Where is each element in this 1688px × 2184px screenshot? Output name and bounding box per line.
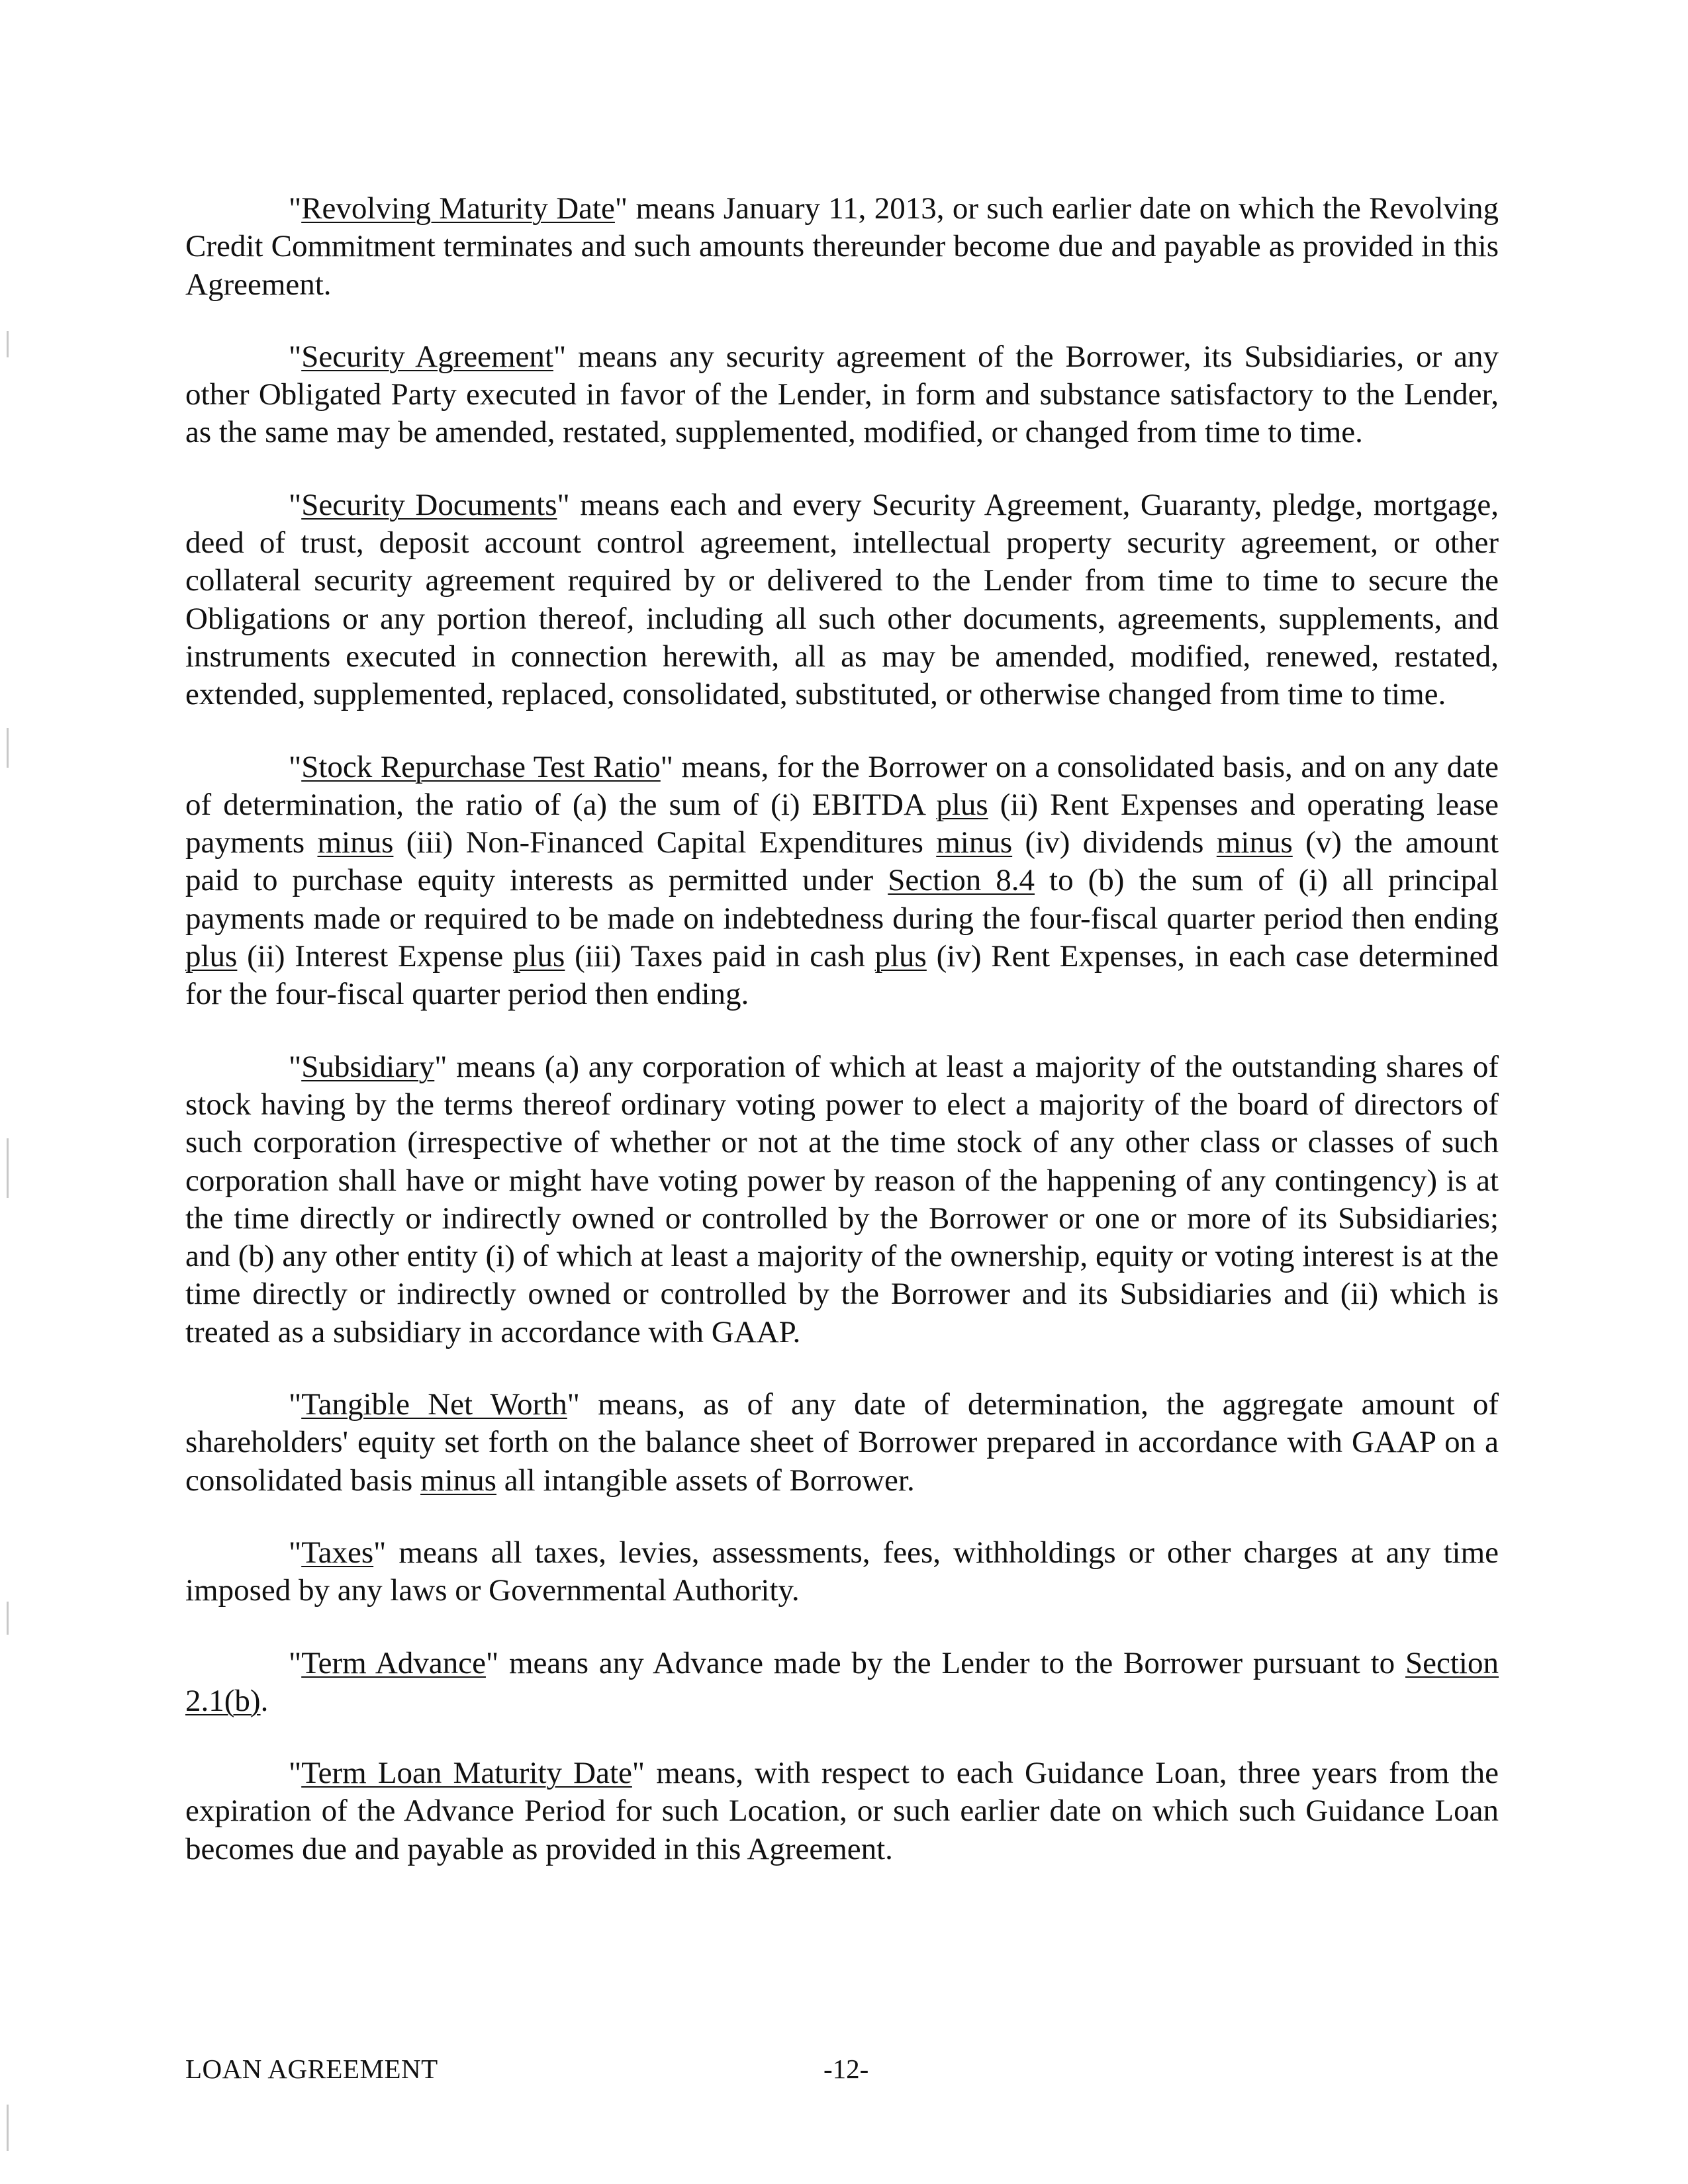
paragraph-text: " means any security agreement of the Borrower, its Subsidiaries, or any other Obligated Party executed in favor of the Lender, in form and substance satisfactory to the Lender, as the same may be amended, restated, supplemented, modified, or changed from time to time. xyxy=(185,339,1499,450)
defined-term: Security Documents xyxy=(301,487,557,522)
paragraph-text: " xyxy=(289,1535,302,1570)
paragraph-text: " xyxy=(289,1645,302,1680)
paragraph-text: " xyxy=(289,191,302,226)
paragraph-text: (iv) dividends xyxy=(1012,825,1217,860)
paragraph-text: all intangible assets of Borrower. xyxy=(496,1463,915,1498)
defined-term: Subsidiary xyxy=(301,1049,435,1084)
paragraph-text: (iv) Rent Expenses, in each case determined for the four-fiscal quarter period then ending. xyxy=(185,939,1499,1012)
underlined-reference: Section 8.4 xyxy=(888,863,1035,898)
underlined-reference: Section 2.1(b) xyxy=(185,1645,1499,1718)
defined-term: Security Agreement xyxy=(301,339,553,374)
underlined-reference: minus xyxy=(317,825,394,860)
scan-margin-mark xyxy=(7,728,9,768)
paragraph-text: " means, with respect to each Guidance Loan, three years from the expiration of the Advance Period for such Location, or such earlier date on which such Guidance Loan becomes due and payable as provided in this Agreement. xyxy=(185,1756,1499,1866)
defined-term: Term Advance xyxy=(301,1645,486,1680)
paragraph-text: (ii) Interest Expense xyxy=(237,939,513,974)
scan-margin-mark xyxy=(7,331,9,357)
underlined-reference: plus xyxy=(874,939,927,974)
paragraph-text: " means, as of any date of determination, the aggregate amount of shareholders' equity set forth on the balance sheet of Borrower prepared in accordance with GAAP on a consolidated basis xyxy=(185,1387,1499,1498)
definition-paragraph xyxy=(185,338,1499,452)
paragraph-text: " means (a) any corporation of which at least a majority of the outstanding shares of stock having by the terms thereof ordinary voting power to elect a majority of the board of directors of such corporation (irrespective of whether or not at the time stock of any other class or classes of such corporation shall have or might have voting power by reason of the happening of any contingency) is at the time directly or indirectly owned or controlled by the Borrower or one or more of its Subsidiaries; and (b) any other entity (i) of which at least a majority of the ownership, equity or voting interest is at the time directly or indirectly owned or controlled by the Borrower and its Subsidiaries and (ii) which is treated as a subsidiary in accordance with GAAP. xyxy=(185,1049,1499,1349)
paragraph-text: (iii) Non-Financed Capital Expenditures xyxy=(393,825,937,860)
definition-paragraph xyxy=(185,1048,1499,1351)
underlined-reference: plus xyxy=(936,787,988,822)
paragraph-text: " means each and every Security Agreement, Guaranty, pledge, mortgage, deed of trust, deposit account control agreement, intellectual property security agreement, or other collateral security agreement required by or delivered to the Lender from time to time to secure the Obligations or any portion thereof, including all such other documents, agreements, supplements, and instruments executed in connection herewith, all as may be amended, modified, renewed, restated, extended, supplemented, replaced, consolidated, substituted, or otherwise changed from time to time. xyxy=(185,487,1499,712)
underlined-reference: plus xyxy=(512,939,565,974)
paragraph-text: " xyxy=(289,487,302,522)
definition-paragraph xyxy=(185,1645,1499,1721)
underlined-reference: minus xyxy=(420,1463,496,1498)
defined-term: Taxes xyxy=(301,1535,374,1570)
underlined-reference: minus xyxy=(936,825,1013,860)
footer-page-number: -12- xyxy=(823,2054,869,2084)
defined-term: Tangible Net Worth xyxy=(301,1387,567,1422)
paragraph-text: " xyxy=(289,749,302,784)
definition-paragraph xyxy=(185,190,1499,304)
paragraph-text: (ii) Rent Expenses and operating lease payments xyxy=(185,787,1499,860)
paragraph-text: " means all taxes, levies, assessments, fees, withholdings or other charges at any time imposed by any laws or Governmental Authority. xyxy=(185,1535,1499,1608)
paragraph-text: (v) the amount paid to purchase equity interests as permitted under xyxy=(185,825,1499,898)
paragraph-text: " xyxy=(289,1049,302,1084)
underlined-reference: plus xyxy=(185,939,238,974)
footer-document-title: LOAN AGREEMENT xyxy=(185,2054,438,2084)
scan-margin-mark xyxy=(7,1138,9,1198)
paragraph-text: " means January 11, 2013, or such earlier date on which the Revolving Credit Commitment terminates and such amounts thereunder become due and payable as provided in this Agreement. xyxy=(185,191,1499,302)
paragraph-text: . xyxy=(260,1683,269,1718)
definition-paragraph xyxy=(185,749,1499,1014)
paragraph-text: " means, for the Borrower on a consolidated basis, and on any date of determination, the ratio of (a) the sum of (i) EBITDA xyxy=(185,749,1499,822)
underlined-reference: minus xyxy=(1216,825,1293,860)
definition-paragraph xyxy=(185,1534,1499,1610)
definition-paragraph xyxy=(185,1754,1499,1868)
paragraph-text: " xyxy=(289,1756,302,1791)
definition-paragraph xyxy=(185,486,1499,714)
paragraph-text: " xyxy=(289,339,302,374)
definition-paragraph xyxy=(185,1386,1499,1500)
defined-term: Revolving Maturity Date xyxy=(301,191,615,226)
defined-term: Term Loan Maturity Date xyxy=(301,1756,632,1791)
scan-margin-mark xyxy=(7,2105,9,2151)
paragraph-text: (iii) Taxes paid in cash xyxy=(565,939,875,974)
paragraph-text: to (b) the sum of (i) all principal payments made or required to be made on indebtedness during the four-fiscal quarter period then ending xyxy=(185,863,1499,936)
defined-term: Stock Repurchase Test Ratio xyxy=(301,749,661,784)
paragraph-text: " xyxy=(289,1387,302,1422)
scan-margin-mark xyxy=(7,1602,9,1635)
paragraph-text: " means any Advance made by the Lender to the Borrower pursuant to xyxy=(485,1645,1406,1680)
document-body xyxy=(185,190,1499,1903)
